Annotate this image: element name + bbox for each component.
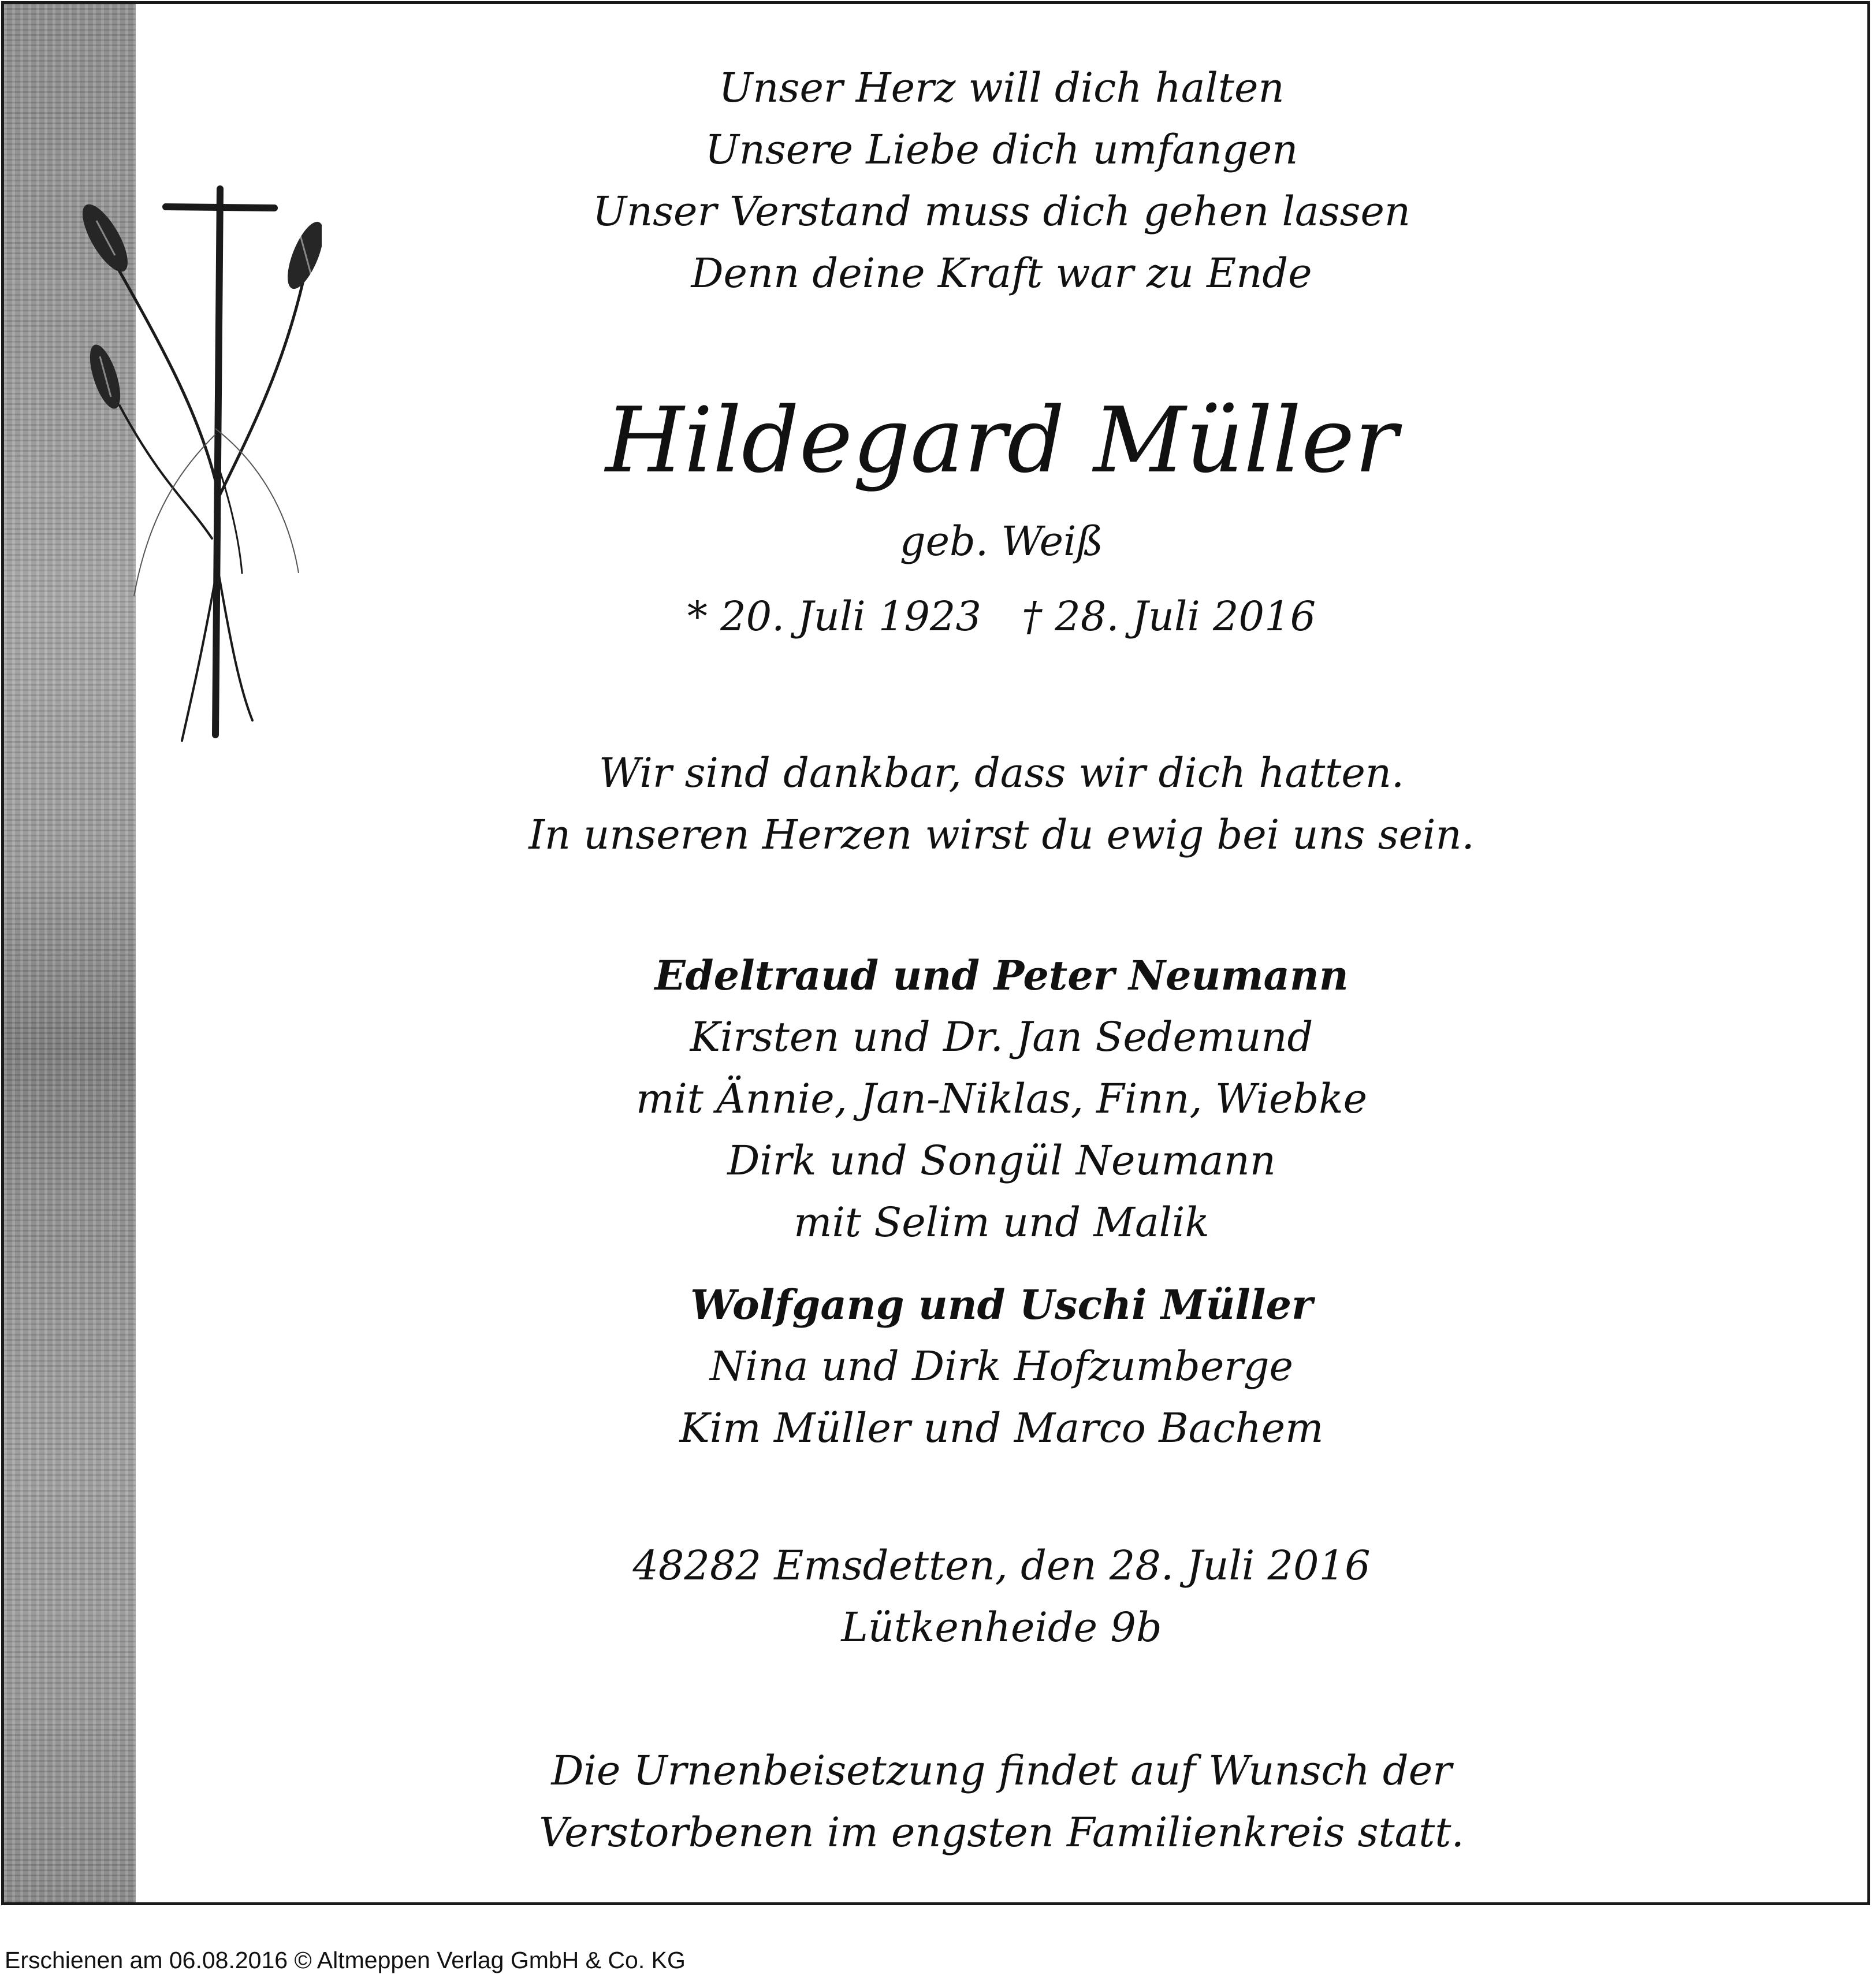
family-member: mit Ännie, Jan-Niklas, Finn, Wiebke — [635, 1075, 1368, 1122]
address-block — [136, 1535, 1867, 1659]
birth-date: * 20. Juli 1923 — [687, 593, 981, 640]
family-group — [136, 1274, 1867, 1459]
poem-line: Denn deine Kraft war zu Ende — [691, 250, 1312, 297]
thanks-text — [136, 742, 1867, 866]
family-member: Kirsten und Dr. Jan Sedemund — [690, 1013, 1313, 1061]
burial-line: Die Urnenbeisetzung findet auf Wunsch der — [551, 1747, 1452, 1794]
maiden-name: geb. Weiß — [899, 518, 1104, 565]
deceased-name: Hildegard Müller — [605, 388, 1398, 493]
family-member: Kim Müller und Marco Bachem — [679, 1404, 1324, 1452]
family-member: Nina und Dirk Hofzumberge — [710, 1343, 1293, 1390]
family-head: Wolfgang und Uschi Müller — [690, 1281, 1313, 1329]
thanks-line: Wir sind dankbar, dass wir dich hatten. — [598, 749, 1405, 797]
place-and-date: 48282 Emsdetten, den 28. Juli 2016 — [632, 1542, 1371, 1589]
poem-line: Unser Herz will dich halten — [719, 64, 1285, 111]
poem-line: Unser Verstand muss dich gehen lassen — [593, 188, 1410, 235]
family-head: Edeltraud und Peter Neumann — [654, 951, 1349, 999]
street-address: Lütkenheide 9b — [841, 1604, 1162, 1651]
thanks-line: In unseren Herzen wirst du ewig bei uns sein. — [528, 811, 1475, 858]
burial-note — [136, 1740, 1867, 1864]
publication-footer: Erschienen am 06.08.2016 © Altmeppen Verlag GmbH & Co. KG — [5, 1947, 686, 1973]
notice-content — [136, 4, 1867, 1902]
family-member: mit Selim und Malik — [794, 1199, 1209, 1246]
burial-line: Verstorbenen im engsten Familienkreis statt. — [539, 1809, 1464, 1856]
family-group — [136, 945, 1867, 1254]
obituary-notice — [1, 1, 1870, 1905]
opening-poem — [136, 57, 1867, 304]
poem-line: Unsere Liebe dich umfangen — [705, 126, 1298, 173]
life-dates — [136, 588, 1867, 645]
death-date: † 28. Juli 2016 — [1022, 593, 1316, 640]
family-member: Dirk und Songül Neumann — [727, 1137, 1276, 1184]
